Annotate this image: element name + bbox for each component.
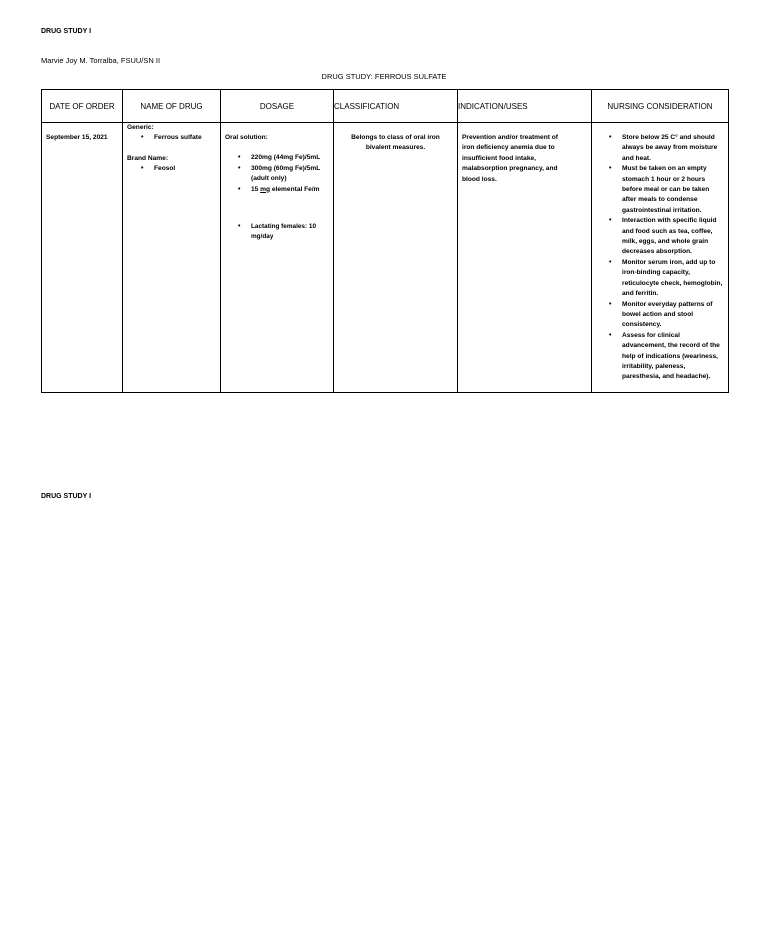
list-item: • Assess for clinical advancement, the record of the help of indications (weariness, irritability, paleness, paresthesia, and headache). [622,331,725,383]
nursing-list [592,133,728,383]
dosage-cell [221,123,334,393]
doc-title: DRUG STUDY I [41,28,92,35]
col-nursing-consideration: NURSING CONSIDERATION [592,90,729,123]
footer-doc-title: DRUG STUDY I [41,493,92,500]
generic-list [123,133,220,143]
table-header-row [42,90,729,123]
brand-list [123,164,220,174]
table-row [42,123,729,393]
generic-label: Generic: [127,124,154,131]
date-cell [42,123,123,393]
list-item [251,185,333,195]
col-name-of-drug: NAME OF DRUG [123,90,221,123]
list-item: • Monitor serum iron, add up to iron-binding capacity, reticulocyte check, hemoglobin, and ferritin. [622,258,725,300]
classification-cell [334,123,458,393]
list-item: • Lactating females: 10 mg/day [251,222,333,243]
list-item: • 220mg (44mg Fe)/5mL [251,153,333,163]
indication-text: Prevention and/or treatment of iron deficiency anemia due to insufficient food intake, malabsorption pregnancy, and blood loss. [462,134,558,183]
brand-label: Brand Name: [127,154,169,162]
dose-amount: 15 [251,185,261,193]
list-item: • Interaction with specific liquid and food such as tea, coffee, milk, eggs, and whole grain decreases absorption. [622,216,725,258]
list-item: • Must be taken on an empty stomach 1 hour or 2 hours before meal or can be taken after meals to condense gastrointestinal irritation. [622,164,725,216]
dose-unit: mg [260,185,271,193]
lactating-list [221,222,333,243]
drug-study-table [41,89,729,393]
dose-rest: elemental Fe/m [270,185,320,193]
col-date-of-order: DATE OF ORDER [42,90,123,123]
col-dosage: DOSAGE [221,90,334,123]
dosage-label: Oral solution: [225,134,268,141]
indication-cell [458,123,592,393]
list-item: • Monitor everyday patterns of bowel action and stool consistency. [622,300,725,331]
col-indication-uses: INDICATION/USES [458,90,592,123]
list-item: • 300mg (60mg Fe)/5mL (adult only) [251,164,333,185]
author-line: Marvie Joy M. Torralba, FSUU/SN II [41,56,161,65]
drug-name-cell [123,123,221,393]
order-date: September 15, 2021 [46,134,108,141]
list-item: • Store below 25 C° and should always be away from moisture and heat. [622,133,725,164]
classification-text: Belongs to class of oral iron bivalent measures. [351,134,440,152]
list-item: • Feosol [154,164,220,174]
list-item: • Ferrous sulfate [154,133,220,143]
nursing-cell [592,123,729,393]
col-classification: CLASSIFICATION [334,90,458,123]
study-title: DRUG STUDY: FERROUS SULFATE [321,72,447,81]
dosage-list [221,153,333,195]
